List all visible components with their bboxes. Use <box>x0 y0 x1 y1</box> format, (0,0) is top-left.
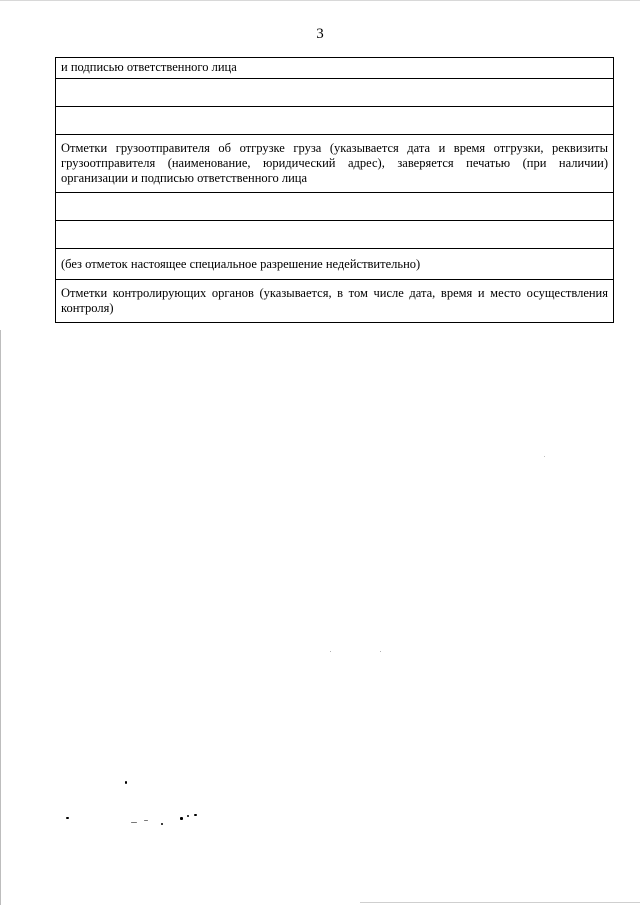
table-row <box>56 249 614 280</box>
scan-top-edge <box>0 0 640 1</box>
table-row <box>56 135 614 193</box>
blank-cell <box>56 107 614 135</box>
scan-speck <box>330 651 331 652</box>
scan-speck <box>194 814 197 816</box>
scan-speck <box>180 817 183 820</box>
table-row <box>56 79 614 107</box>
scan-bottom-edge <box>360 902 640 903</box>
special-permit-form-table <box>55 57 614 323</box>
scan-speck <box>380 651 381 652</box>
control-authority-marks-cell: Отметки контролирующих органов (указывается, в том числе дата, время и место осуществления контроля) <box>56 280 614 323</box>
scan-speck <box>125 781 127 784</box>
table-row <box>56 280 614 323</box>
scan-speck <box>161 823 163 825</box>
scan-speck <box>144 820 148 821</box>
signature-continuation-cell: и подписью ответственного лица <box>56 58 614 79</box>
validity-note-cell: (без отметок настоящее специальное разрешение недействительно) <box>56 249 614 280</box>
scan-left-edge <box>0 330 1 905</box>
scan-speck <box>544 456 545 457</box>
table-row <box>56 107 614 135</box>
scan-speck <box>66 817 69 819</box>
scan-speck <box>131 822 137 823</box>
page-number: 3 <box>316 26 324 42</box>
table-row <box>56 221 614 249</box>
table-row <box>56 193 614 221</box>
table-row <box>56 58 614 79</box>
shipper-marks-cell: Отметки грузоотправителя об отгрузке груза (указывается дата и время отгрузки, реквизиты грузоотправителя (наименование, юридический адрес), заверяется печатью (при наличии) организации и подписью ответственного лица <box>56 135 614 193</box>
scan-speck <box>187 815 189 817</box>
blank-cell <box>56 221 614 249</box>
blank-cell <box>56 193 614 221</box>
blank-cell <box>56 79 614 107</box>
